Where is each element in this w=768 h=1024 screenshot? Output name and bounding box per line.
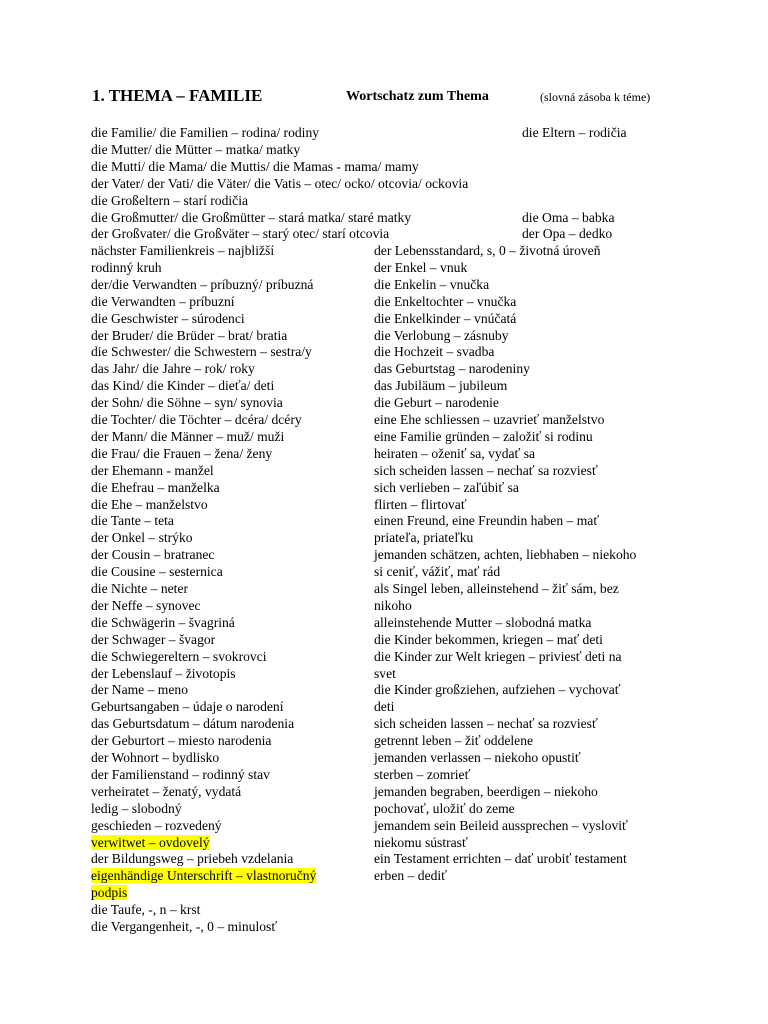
vocab-line	[91, 226, 389, 241]
vocab-entry-text: das Kind/ die Kinder – dieťa/ deti	[91, 378, 275, 394]
vocab-entry-text: Geburtsangaben – údaje o narodení	[91, 699, 284, 715]
vocab-entry-text: der Sohn/ die Söhne – syn/ synovia	[91, 395, 283, 411]
vocab-entry	[374, 750, 581, 765]
vocab-entry	[374, 733, 533, 748]
vocab-entry-text: das Jahr/ die Jahre – rok/ roky	[91, 361, 255, 377]
vocab-entry	[374, 835, 468, 850]
vocab-entry-text: die Ehefrau – manželka	[91, 479, 220, 495]
vocab-entry-text: der Name – meno	[91, 682, 189, 698]
vocab-entry-text: erben – dediť	[374, 868, 447, 884]
vocab-entry	[91, 801, 182, 816]
vocab-entry	[91, 429, 284, 444]
vocab-entry	[91, 412, 302, 427]
vocab-entry-text: svet	[374, 665, 396, 681]
vocab-entry	[91, 666, 236, 681]
vocab-entry-text: der/die Verwandten – príbuzný/ príbuzná	[91, 276, 314, 292]
vocab-entry	[374, 412, 604, 427]
side-term-text: die Oma – babka	[522, 209, 615, 225]
vocab-entry	[374, 294, 516, 309]
vocab-entry-text: nikoho	[374, 597, 412, 613]
vocab-entry	[91, 699, 284, 714]
vocab-entry	[374, 615, 591, 630]
vocab-entry	[91, 919, 277, 934]
vocab-entry-text: der Bildungsweg – priebeh vzdelania	[91, 851, 294, 867]
vocab-entry-text: podpis	[91, 885, 128, 901]
vocab-line-text: die Mutti/ die Mama/ die Muttis/ die Mamas - mama/ mamy	[91, 158, 419, 174]
vocab-entry	[91, 530, 193, 545]
vocab-entry	[374, 311, 516, 326]
vocab-entry-text: eine Ehe schliessen – uzavrieť manželstvo	[374, 412, 605, 427]
vocab-entry-text: die Taufe, -, n – krst	[91, 902, 201, 918]
vocab-entry	[374, 564, 500, 579]
vocab-entry	[374, 361, 530, 376]
vocab-entry-text: ledig – slobodný	[91, 800, 182, 816]
vocab-entry-text: die Frau/ die Frauen – žena/ ženy	[91, 445, 273, 461]
vocab-entry	[91, 243, 274, 258]
vocab-entry-text: jemandem sein Beileid aussprechen – vysloviť	[374, 817, 628, 833]
vocab-line	[91, 193, 248, 208]
vocab-entry-text: der Bruder/ die Brüder – brat/ bratia	[91, 327, 288, 343]
vocab-entry-text: getrennt leben – žiť oddelene	[374, 733, 534, 749]
vocab-entry-text: der Lebenslauf – životopis	[91, 665, 236, 681]
vocab-entry-text: der Cousin – bratranec	[91, 547, 215, 563]
vocab-entry	[91, 378, 274, 393]
vocab-entry	[91, 598, 201, 613]
vocab-entry	[91, 480, 220, 495]
vocab-line-text: die Familie/ die Familien – rodina/ rodiny	[91, 125, 320, 140]
vocab-entry	[374, 801, 515, 816]
vocab-line-text: die Großeltern – starí rodičia	[91, 192, 249, 208]
vocab-line	[91, 176, 468, 191]
vocab-entry	[91, 835, 210, 850]
vocab-entry-text: flirten – flirtovať	[374, 496, 467, 512]
vocab-entry	[91, 581, 188, 596]
side-term-text: der Opa – dedko	[522, 226, 613, 242]
vocab-entry	[374, 277, 489, 292]
vocab-entry	[374, 632, 603, 647]
vocab-entry	[374, 784, 598, 799]
vocab-entry-text: nächster Familienkreis – najbližší	[91, 243, 275, 258]
vocab-entry-text: jemanden begraben, beerdigen – niekoho	[374, 783, 598, 799]
side-term	[522, 210, 614, 225]
vocab-entry-text: das Geburtsdatum – dátum narodenia	[91, 716, 295, 732]
vocab-entry	[91, 513, 174, 528]
page-subtitle-note: (slovná zásoba k téme)	[540, 90, 651, 104]
vocab-entry-text: die Verlobung – zásnuby	[374, 327, 509, 343]
vocab-entry	[91, 328, 287, 343]
vocab-entry	[91, 615, 235, 630]
vocab-line	[91, 142, 300, 157]
vocab-entry	[91, 463, 214, 478]
vocab-entry-text: die Kinder großziehen, aufziehen – vychovať	[374, 682, 621, 698]
vocab-entry	[374, 463, 598, 478]
vocab-entry	[374, 328, 509, 343]
vocab-entry	[91, 885, 127, 900]
vocab-entry	[91, 750, 219, 765]
vocab-entry	[91, 564, 223, 579]
vocab-line-text: der Vater/ der Vati/ die Väter/ die Vatis – otec/ ocko/ otcovia/ ockovia	[91, 175, 469, 191]
vocab-entry-text: der Mann/ die Männer – muž/ muži	[91, 428, 285, 444]
vocab-entry-text: eine Familie gründen – založiť si rodinu	[374, 428, 593, 444]
vocab-line-text: die Mutter/ die Mütter – matka/ matky	[91, 141, 301, 157]
vocab-entry-text: geschieden – rozvedený	[91, 817, 222, 833]
vocab-entry	[374, 429, 593, 444]
vocab-entry	[374, 851, 627, 866]
vocab-entry-text: die Tochter/ die Töchter – dcéra/ dcéry	[91, 412, 302, 427]
vocab-entry	[91, 395, 283, 410]
vocab-entry-text: die Tante – teta	[91, 513, 174, 529]
document-header	[92, 86, 692, 110]
vocab-entry	[91, 294, 235, 309]
vocab-entry-text: die Cousine – sesternica	[91, 564, 223, 580]
side-term-text: die Eltern – rodičia	[522, 125, 627, 140]
vocab-entry-text: niekomu sústrasť	[374, 834, 468, 850]
vocab-entry	[91, 497, 208, 512]
vocab-entry	[374, 818, 628, 833]
page-title: 1. THEMA – FAMILIE	[92, 86, 263, 105]
vocab-entry-text: deti	[374, 699, 395, 715]
vocab-entry	[374, 378, 507, 393]
vocab-entry	[374, 767, 470, 782]
vocab-entry-text: eigenhändige Unterschrift – vlastnoručný	[91, 868, 317, 884]
vocab-entry	[374, 649, 622, 664]
vocab-entry-text: als Singel leben, alleinstehend – žiť sám, bez	[374, 581, 619, 596]
vocab-entry	[374, 344, 494, 359]
vocab-entry	[91, 868, 316, 883]
vocab-line	[91, 210, 411, 225]
vocab-entry-text: die Geschwister – súrodenci	[91, 310, 245, 326]
vocab-entry-text: heiraten – oženiť sa, vydať sa	[374, 445, 536, 461]
vocab-line	[91, 159, 419, 174]
vocab-entry	[374, 497, 467, 512]
vocab-entry-text: der Schwager – švagor	[91, 631, 216, 647]
vocab-entry	[91, 784, 241, 799]
vocab-entry	[374, 868, 447, 883]
vocab-entry	[91, 446, 272, 461]
vocab-entry-text: die Vergangenheit, -, 0 – minulosť	[91, 919, 278, 934]
vocab-entry-text: verwitwet – ovdovelý	[91, 834, 210, 850]
vocab-entry	[374, 513, 599, 528]
vocab-entry	[374, 581, 619, 596]
vocab-entry	[374, 682, 621, 697]
vocab-entry	[91, 632, 215, 647]
vocab-entry-text: der Geburtort – miesto narodenia	[91, 733, 272, 749]
vocab-entry	[91, 311, 245, 326]
vocab-entry-text: das Jubiläum – jubileum	[374, 378, 508, 394]
side-term	[522, 226, 612, 241]
vocab-entry	[91, 344, 312, 359]
vocab-entry-text: der Wohnort – bydlisko	[91, 750, 220, 765]
vocab-entry-text: priateľa, priateľku	[374, 530, 474, 546]
vocab-entry-text: einen Freund, eine Freundin haben – mať	[374, 513, 600, 529]
vocab-entry-text: die Enkelin – vnučka	[374, 276, 490, 292]
vocab-entry-text: sich scheiden lassen – nechať sa rozviesť	[374, 716, 598, 732]
vocab-entry-text: si ceniť, vážiť, mať rád	[374, 564, 501, 580]
vocab-entry-text: rodinný kruh	[91, 259, 162, 275]
vocab-entry	[374, 699, 394, 714]
vocab-entry-text: die Enkeltochter – vnučka	[374, 293, 517, 309]
vocab-entry-text: verheiratet – ženatý, vydatá	[91, 783, 242, 799]
vocab-entry	[374, 547, 636, 562]
vocab-entry	[374, 530, 473, 545]
vocab-entry	[374, 243, 601, 258]
vocab-entry	[91, 733, 271, 748]
vocab-entry	[374, 598, 412, 613]
vocab-entry	[91, 716, 294, 731]
vocab-entry-text: die Ehe – manželstvo	[91, 496, 208, 512]
vocab-entry	[91, 649, 267, 664]
vocab-entry-text: die Kinder zur Welt kriegen – priviesť deti na	[374, 648, 622, 664]
page-subtitle: Wortschatz zum Thema	[346, 89, 489, 104]
vocab-entry-text: jemanden schätzen, achten, liebhaben – niekoho	[374, 547, 637, 563]
vocab-entry-text: die Schwester/ die Schwestern – sestra/y	[91, 344, 312, 360]
vocab-entry-text: die Schwägerin – švagriná	[91, 614, 235, 630]
vocab-entry-text: der Lebensstandard, s, 0 – životná úroveň	[374, 243, 601, 258]
vocab-entry-text: die Nichte – neter	[91, 581, 189, 596]
vocab-entry	[91, 767, 270, 782]
vocab-entry-text: die Hochzeit – svadba	[374, 344, 495, 360]
vocab-entry	[91, 260, 162, 275]
vocab-entry-text: der Onkel – strýko	[91, 530, 193, 546]
vocab-entry-text: die Verwandten – príbuzní	[91, 293, 235, 309]
vocab-entry-text: der Ehemann - manžel	[91, 462, 214, 478]
vocab-line	[91, 125, 319, 140]
vocab-entry-text: alleinstehende Mutter – slobodná matka	[374, 614, 592, 630]
vocab-entry	[374, 260, 467, 275]
vocab-entry-text: die Schwiegereltern – svokrovci	[91, 648, 267, 664]
vocab-line-text: die Großmutter/ die Großmütter – stará matka/ staré matky	[91, 209, 412, 225]
vocab-entry-text: der Neffe – synovec	[91, 597, 201, 613]
vocab-entry	[374, 480, 519, 495]
vocab-entry	[91, 902, 200, 917]
vocab-entry	[91, 361, 255, 376]
vocab-line-text: der Großvater/ die Großväter – starý otec/ starí otcovia	[91, 226, 390, 242]
vocab-entry-text: der Enkel – vnuk	[374, 259, 468, 275]
vocab-entry	[374, 446, 535, 461]
vocab-entry	[91, 851, 293, 866]
side-term	[522, 125, 627, 140]
vocab-entry-text: der Familienstand – rodinný stav	[91, 766, 270, 782]
vocab-entry	[374, 716, 598, 731]
vocab-entry-text: das Geburtstag – narodeniny	[374, 361, 530, 377]
vocab-entry-text: sterben – zomrieť	[374, 766, 471, 782]
vocab-entry	[91, 682, 188, 697]
vocab-entry	[374, 395, 499, 410]
vocab-entry	[91, 547, 214, 562]
vocab-entry	[91, 818, 222, 833]
vocab-entry-text: die Enkelkinder – vnúčatá	[374, 310, 517, 326]
vocab-entry-text: die Kinder bekommen, kriegen – mať deti	[374, 631, 603, 647]
vocab-entry-text: sich scheiden lassen – nechať sa rozviesť	[374, 462, 598, 478]
vocab-entry-text: pochovať, uložiť do zeme	[374, 800, 515, 816]
vocab-entry-text: sich verlieben – zaľúbiť sa	[374, 479, 519, 495]
vocab-entry-text: ein Testament errichten – dať urobiť testament	[374, 851, 627, 867]
vocab-entry	[374, 666, 396, 681]
vocab-entry	[91, 277, 313, 292]
vocab-entry-text: jemanden verlassen – niekoho opustiť	[374, 750, 581, 765]
vocab-entry-text: die Geburt – narodenie	[374, 395, 499, 411]
